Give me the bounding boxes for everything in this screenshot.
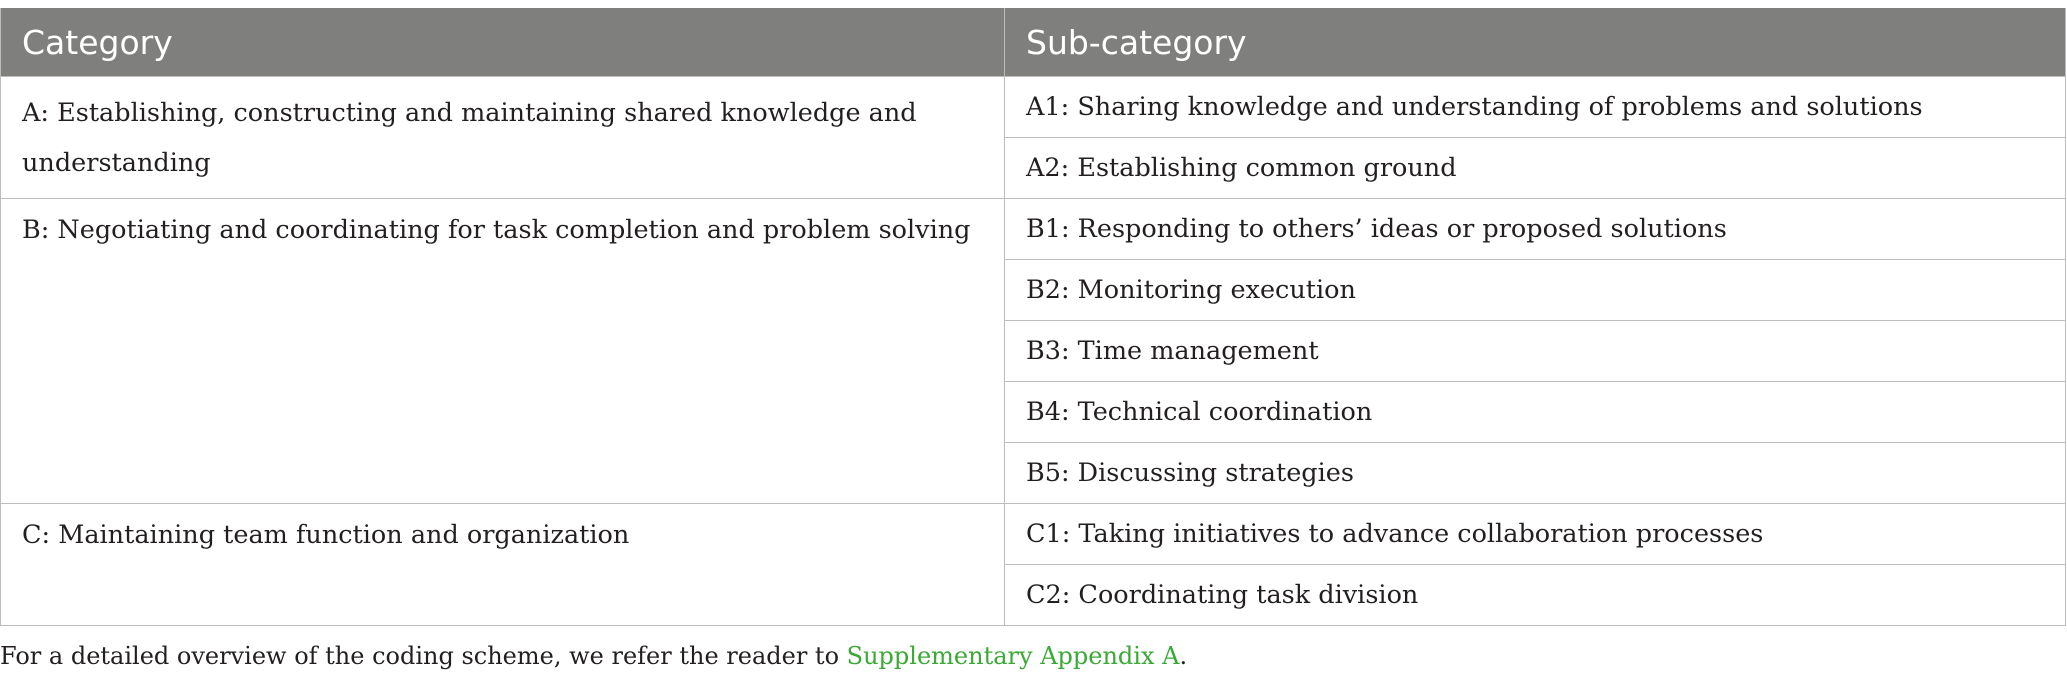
- header-subcategory: Sub-category: [1005, 8, 2066, 77]
- subcategory-b1: B1: Responding to others’ ideas or proposed solutions: [1005, 199, 2066, 260]
- footnote-text: For a detailed overview of the coding scheme, we refer the reader to: [0, 642, 847, 670]
- subcategory-b4: B4: Technical coordination: [1005, 382, 2066, 443]
- coding-scheme-table: [0, 8, 2066, 626]
- subcategory-a1: A1: Sharing knowledge and understanding of problems and solutions: [1005, 77, 2066, 138]
- table-row: [1, 504, 2066, 565]
- subcategory-b2: B2: Monitoring execution: [1005, 260, 2066, 321]
- category-a: A: Establishing, constructing and maintaining shared knowledge and understanding: [1, 77, 1005, 199]
- table-footnote: [0, 642, 1187, 670]
- table-row: [1, 77, 2066, 138]
- subcategory-c1: C1: Taking initiatives to advance collaboration processes: [1005, 504, 2066, 565]
- subcategory-a2: A2: Establishing common ground: [1005, 138, 2066, 199]
- subcategory-b5: B5: Discussing strategies: [1005, 443, 2066, 504]
- category-b: B: Negotiating and coordinating for task completion and problem solving: [1, 199, 1005, 504]
- table-header-row: [1, 8, 2066, 77]
- subcategory-c2: C2: Coordinating task division: [1005, 565, 2066, 626]
- subcategory-b3: B3: Time management: [1005, 321, 2066, 382]
- category-c: C: Maintaining team function and organization: [1, 504, 1005, 626]
- table-row: [1, 199, 2066, 260]
- supplementary-appendix-link[interactable]: Supplementary Appendix A: [846, 642, 1180, 670]
- coding-scheme-table-container: [0, 8, 2066, 626]
- footnote-end: .: [1179, 642, 1188, 670]
- header-category: Category: [1, 8, 1005, 77]
